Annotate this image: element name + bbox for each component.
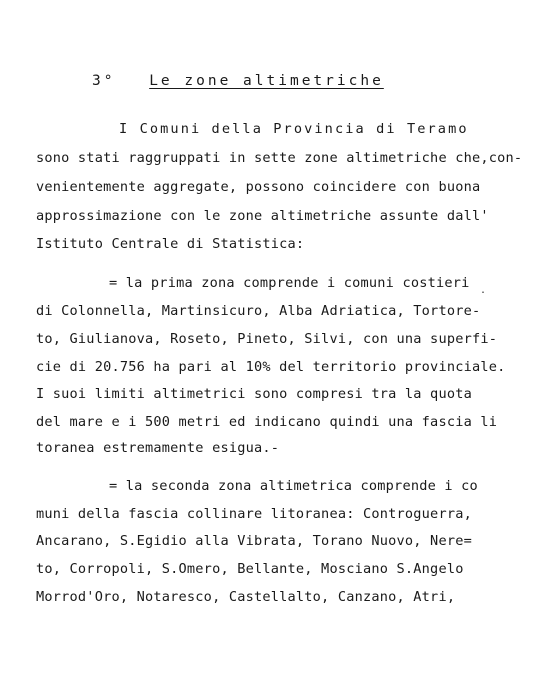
text-line: approssimazione con le zone altimetriche assunte dall' [36, 208, 489, 224]
text-line: cie di 20.756 ha pari al 10% del territorio provinciale. [36, 359, 506, 375]
text-line: to, Giulianova, Roseto, Pineto, Silvi, con una superfi- [36, 331, 498, 347]
section-title: Le zone altimetriche [149, 73, 384, 89]
text-line: Morrod'Oro, Notaresco, Castellalto, Canzano, Atri, [36, 589, 456, 605]
text-line: muni della fascia collinare litoranea: Controguerra, [36, 506, 472, 522]
text-line: = la prima zona comprende i comuni costieri [109, 275, 470, 291]
text-line: = la seconda zona altimetrica comprende i co [109, 478, 478, 494]
ink-speck: . [480, 285, 487, 296]
text-line: I suoi limiti altimetrici sono compresi tra la quota [36, 386, 472, 402]
text-line: venientemente aggregate, possono coincidere con buona [36, 179, 481, 195]
text-line: Istituto Centrale di Statistica: [36, 236, 305, 252]
text-line: del mare e i 500 metri ed indicano quindi una fascia li [36, 414, 498, 430]
section-heading [92, 73, 384, 89]
text-line: to, Corropoli, S.Omero, Bellante, Mosciano S.Angelo [36, 561, 464, 577]
text-line: I Comuni della Provincia di Teramo [119, 121, 469, 137]
text-line: di Colonnella, Martinsicuro, Alba Adriatica, Tortore- [36, 303, 481, 319]
text-line: sono stati raggruppati in sette zone altimetriche che,con- [36, 150, 523, 166]
text-line: Ancarano, S.Egidio alla Vibrata, Torano Nuovo, Nere= [36, 533, 472, 549]
text-line: toranea estremamente esigua.- [36, 440, 280, 456]
section-number: 3° [92, 73, 116, 89]
